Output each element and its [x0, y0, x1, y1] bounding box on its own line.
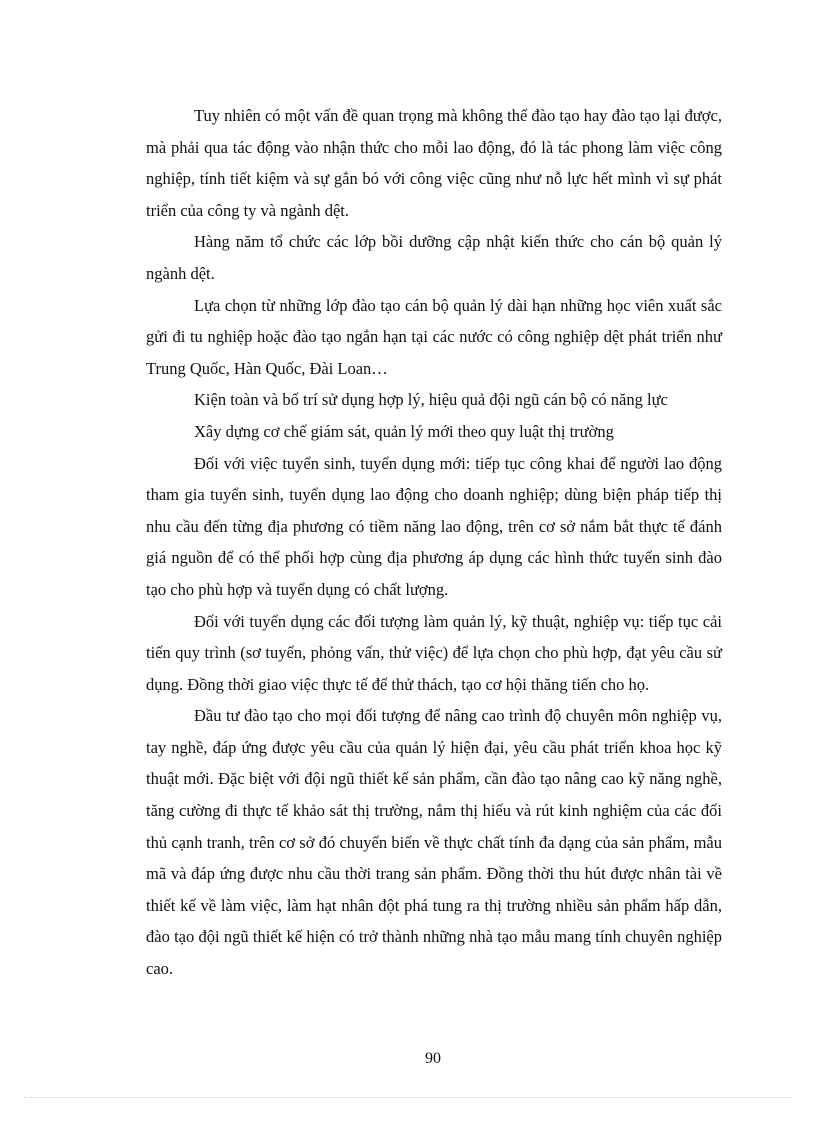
paragraph-training-investment: Đầu tư đào tạo cho mọi đối tượng để nâng cao trình độ chuyên môn nghiệp vụ, tay nghề, đáp ứng được yêu cầu của quản lý hiện đại, yêu cầu phát triển khoa học kỹ thuật mới. Đặc biệt với đội ngũ thiết kế sản phẩm, cần đào tạo nâng cao kỹ năng nghề, tăng cường đi thực tế khảo sát thị trường, nắm thị hiếu và rút kinh nghiệm của các đối thủ cạnh tranh, trên cơ sở đó chuyển biến về thực chất tính đa dạng của sản phẩm, mẫu mã và đáp ứng được nhu cầu thời trang sản phẩm. Đồng thời thu hút được nhân tài về thiết kế về làm việc, làm hạt nhân đột phá tung ra thị trường nhiều sản phẩm hấp dẫn, đào tạo đội ngũ thiết kế hiện có trở thành những nhà tạo mẫu mang tính chuyên nghiệp cao.	[146, 706, 722, 979]
paragraph-management-recruitment: Đối với tuyển dụng các đối tượng làm quản lý, kỹ thuật, nghiệp vụ: tiếp tục cải tiến quy trình (sơ tuyển, phỏng vấn, thử việc) để lựa chọn cho phù hợp, đạt yêu cầu sử dụng. Đồng thời giao việc thực tế để thử thách, tạo cơ hội thăng tiến cho họ.	[146, 611, 722, 694]
paragraph-annual-training: Hàng năm tổ chức các lớp bồi dưỡng cập nhật kiến thức cho cán bộ quản lý ngành dệt.	[146, 232, 722, 283]
paragraph-recruitment: Đối với việc tuyển sinh, tuyển dụng mới: tiếp tục công khai để người lao động tham gia tuyển sinh, tuyển dụng lao động cho doanh nghiệp; dùng biện pháp tiếp thị nhu cầu đến từng địa phương có tiềm năng lao động, trên cơ sở nắm bắt thực tế đánh giá nguồn để có thể phối hợp cùng địa phương áp dụng các hình thức tuyển sinh đào tạo cho phù hợp và tuyển dụng có chất lượng.	[146, 453, 722, 599]
body-text	[146, 100, 722, 985]
paragraph-select-trainees: Lựa chọn từ những lớp đào tạo cán bộ quản lý dài hạn những học viên xuất sắc gửi đi tu nghiệp hoặc đào tạo ngắn hạn tại các nước có công nghiệp dệt phát triển như Trung Quốc, Hàn Quốc, Đài Loan…	[146, 295, 722, 378]
page-bottom-divider	[24, 1097, 792, 1098]
paragraph-supervision-mechanism: Xây dựng cơ chế giám sát, quản lý mới theo quy luật thị trường	[194, 421, 614, 441]
paragraph-work-ethic: Tuy nhiên có một vấn đề quan trọng mà không thể đào tạo hay đào tạo lại được, mà phải qua tác động vào nhận thức cho mỗi lao động, đó là tác phong làm việc công nghiệp, tính tiết kiệm và sự gắn bó với công việc cũng như nỗ lực hết mình vì sự phát triển của công ty và ngành dệt.	[146, 106, 722, 220]
paragraph-consolidate-staff: Kiện toàn và bố trí sử dụng hợp lý, hiệu quả đội ngũ cán bộ có năng lực	[194, 390, 668, 410]
page-number: 90	[425, 1050, 441, 1067]
